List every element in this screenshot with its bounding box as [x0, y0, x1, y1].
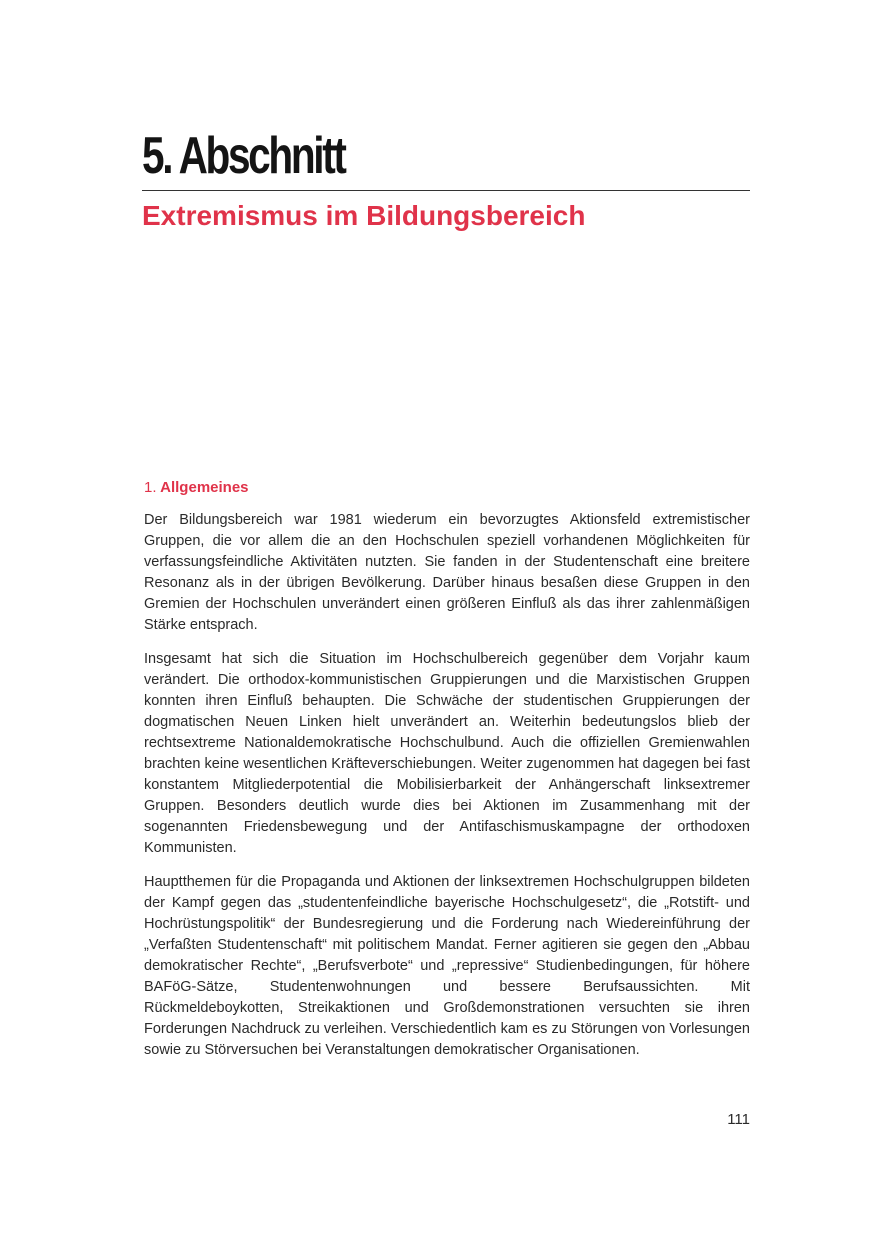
page-number: 111 — [727, 1111, 750, 1128]
chapter-title: 5. Abschnitt — [142, 127, 345, 185]
section-number: 1. — [144, 479, 157, 496]
paragraph: Insgesamt hat sich die Situation im Hochschulbereich gegenüber dem Vorjahr kaum verändert. Die orthodox-kommunistischen Gruppierungen und die Marxistischen Gruppen konnten ihren Einfluß behaupten. Die Schwäche der studentischen Gruppierungen der dogmatischen Neuen Linken hielt unverändert an. Weiterhin bedeutungslos blieb der rechtsextreme Nationaldemokratische Hochschulbund. Auch die offiziellen Gremienwahlen brachten keine wesentlichen Kräfteverschiebungen. Weiter zugenommen hat dagegen bei fast konstantem Mitgliederpotential die Mobilisierbarkeit der Anhängerschaft linksextremer Gruppen. Besonders deutlich wurde dies bei Aktionen im Zusammenhang mit der sogenannten Friedensbewegung und der Antifaschismuskampagne der orthodoxen Kommunisten. — [144, 651, 750, 856]
paragraph: Der Bildungsbereich war 1981 wiederum ein bevorzugtes Aktionsfeld extremistischer Gruppen, die vor allem die an den Hochschulen speziell vorhandenen Möglichkeiten für verfassungsfeindliche Aktivitäten nutzten. Sie fanden in der Studentenschaft eine breitere Resonanz als in der übrigen Bevölkerung. Darüber hinaus besaßen diese Gruppen in den Gremien der Hochschulen unverändert einen größeren Einfluß als das ihrer zahlenmäßigen Stärke entsprach. — [144, 512, 750, 633]
paragraph: Hauptthemen für die Propaganda und Aktionen der linksextremen Hochschulgruppen bildeten der Kampf gegen das „studentenfeindliche bayerische Hochschulgesetz“, die „Rotstift- und Hochrüstungspolitik“ der Bundesregierung und die Forderung nach Wiedereinführung der „Verfaßten Studentenschaft“ mit politischem Mandat. Ferner agitieren sie gegen den „Abbau demokratischer Rechte“, „Berufsverbote“ und „repressive“ Studienbedingungen, für höhere BAFöG-Sätze, Studentenwohnungen und bessere Berufsaussichten. Mit Rückmeldeboykotten, Streikaktionen und Großdemonstrationen versuchten sie ihren Forderungen Nachdruck zu verleihen. Verschiedentlich kam es zu Störungen von Vorlesungen sowie zu Störversuchen bei Veranstaltungen demokratischer Organisationen. — [144, 874, 750, 1058]
section-heading — [144, 478, 249, 498]
section-title: Allgemeines — [160, 479, 249, 496]
chapter-divider — [142, 190, 750, 191]
body-text — [144, 510, 750, 1074]
chapter-subtitle: Extremismus im Bildungsbereich — [142, 200, 586, 231]
